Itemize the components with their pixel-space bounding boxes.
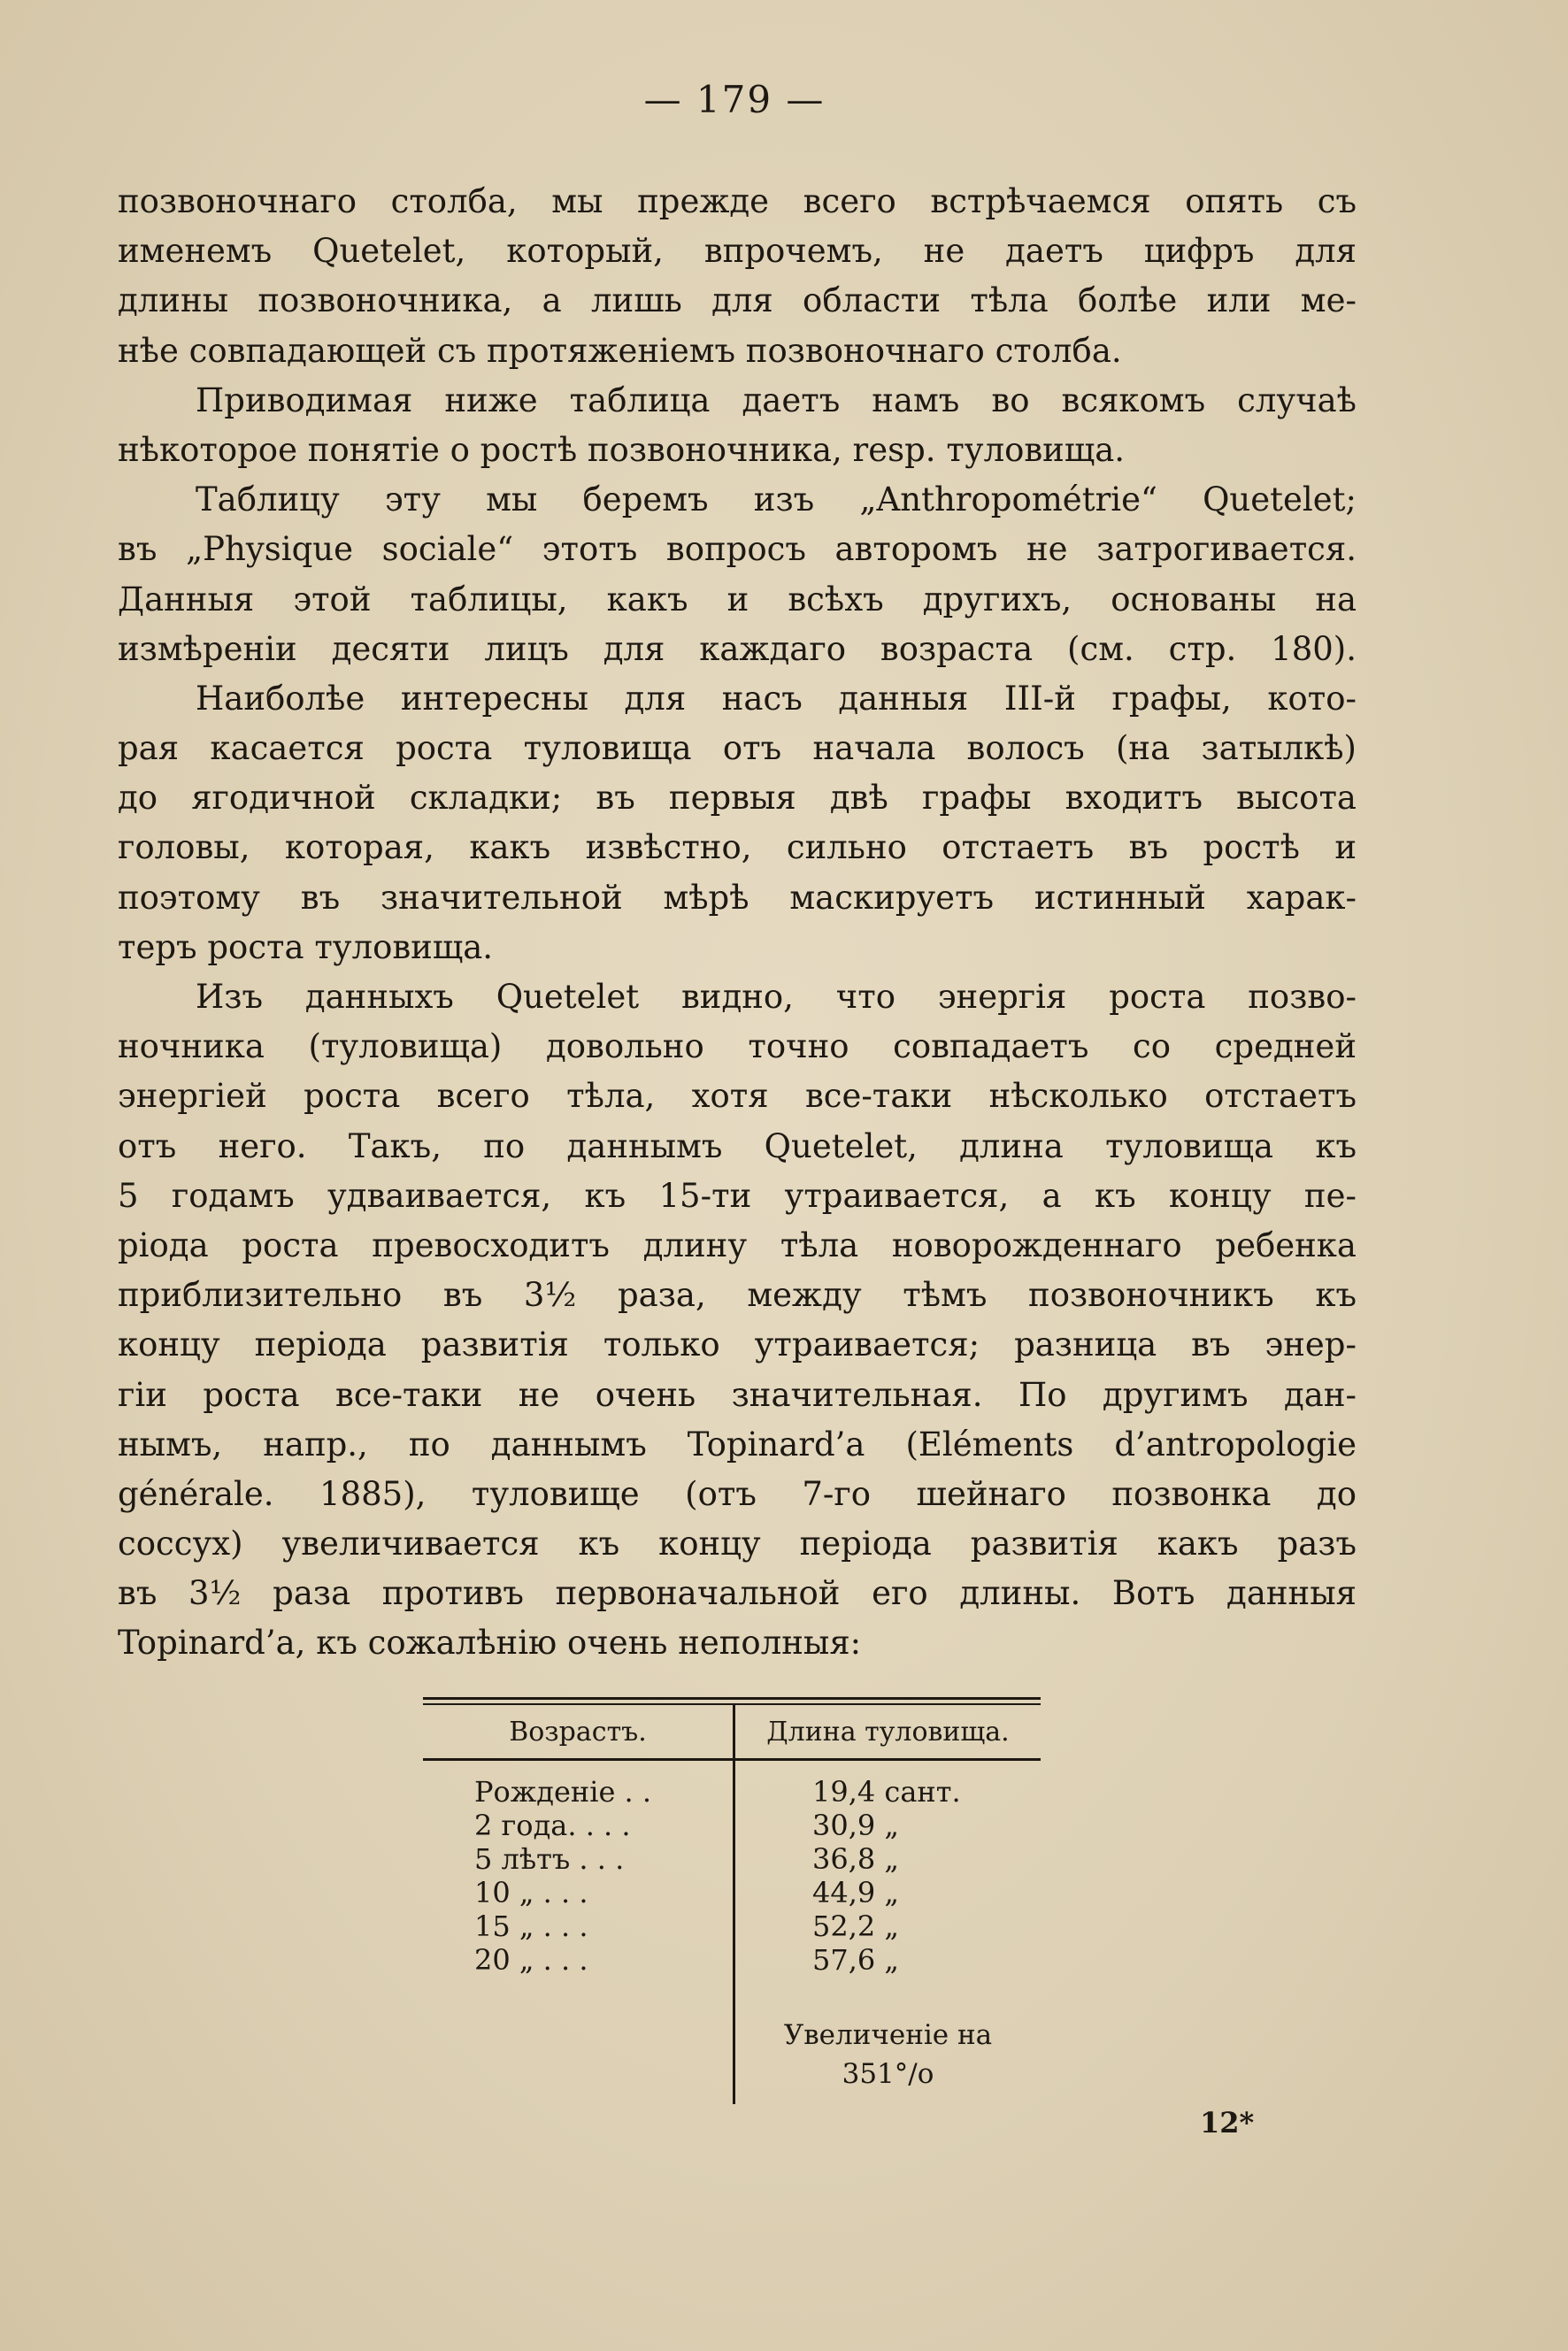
body-text	[118, 177, 1357, 1669]
table-cell-age: 10 „ . . .	[474, 1876, 588, 1909]
text-line: теръ роста туловища.	[118, 927, 494, 966]
table-cell-length: 19,4 сант.	[812, 1775, 961, 1809]
table-cell-age: 2 года. . . .	[474, 1809, 631, 1842]
signature-mark: 12*	[1200, 2106, 1255, 2140]
text-line: концу періода развитія только утраивается; разница въ энер-	[118, 1325, 1357, 1364]
text-line: въ 3½ раза противъ первоначальной его длины. Вотъ данныя	[118, 1574, 1357, 1613]
text-line: гіи роста все-таки не очень значительная. По другимъ дан-	[118, 1375, 1357, 1414]
text-line: Приводимая ниже таблица даетъ намъ во всякомъ случаѣ	[196, 380, 1357, 419]
text-line: Наиболѣе интересны для насъ данныя III-й графы, кото-	[196, 679, 1357, 718]
increase-label: Увеличеніе на	[783, 2019, 993, 2051]
text-line: соссух) увеличивается къ концу періода развитія какъ разъ	[118, 1525, 1357, 1563]
topinard-table	[423, 1697, 1041, 2104]
text-line: въ „Physique sociale“ этотъ вопросъ авторомъ не затрогивается.	[118, 530, 1357, 569]
table-increase-note	[735, 2016, 1041, 2094]
paragraph-1	[118, 177, 1357, 376]
text-line: длины позвоночника, а лишь для области тѣла болѣе или ме-	[118, 281, 1357, 320]
text-line: головы, которая, какъ извѣстно, сильно отстаетъ въ ростѣ и	[118, 828, 1357, 867]
text-line: именемъ Quetelet, который, впрочемъ, не даетъ цифръ для	[118, 232, 1357, 271]
table-header-length: Длина туловища.	[766, 1717, 1010, 1748]
table-rule	[423, 1758, 1041, 1761]
text-line: поэтому въ значительной мѣрѣ маскируетъ истинный харак-	[118, 878, 1357, 917]
text-line: ночника (туловища) довольно точно совпадаетъ со средней	[118, 1027, 1357, 1066]
text-line: рая касается роста туловища отъ начала волосъ (на затылкѣ)	[118, 729, 1357, 768]
text-line: Изъ данныхъ Quetelet видно, что энергія роста позво-	[196, 978, 1357, 1016]
text-line: до ягодичной складки; въ первыя двѣ графы входитъ высота	[118, 779, 1357, 818]
table-rule	[423, 1703, 1041, 1705]
text-line: 5 годамъ удваивается, къ 15-ти утраивается, а къ концу пе-	[118, 1176, 1357, 1215]
paragraph-3	[118, 475, 1357, 674]
paragraph-4	[118, 674, 1357, 972]
increase-value: 351°/o	[842, 2058, 934, 2090]
text-line: ріода роста превосходитъ длину тѣла новорожденнаго ребенка	[118, 1225, 1357, 1264]
text-line: энергіей роста всего тѣла, хотя все-таки нѣсколько отстаетъ	[118, 1077, 1357, 1116]
text-line: позвоночнаго столба, мы прежде всего встрѣчаемся опять съ	[118, 182, 1357, 220]
table-cell-age: 20 „ . . .	[474, 1943, 588, 1977]
text-line: отъ него. Такъ, по даннымъ Quetelet, длина туловища къ	[118, 1126, 1357, 1165]
table-cell-length: 36,8 „	[812, 1842, 899, 1876]
text-line: Topinard’a, къ сожалѣнію очень неполныя:	[118, 1624, 862, 1663]
table-rule	[423, 1697, 1041, 1700]
paragraph-2	[118, 376, 1357, 475]
table-cell-age: 5 лѣтъ . . .	[474, 1842, 625, 1876]
paragraph-5	[118, 972, 1357, 1669]
table-cell-length: 44,9 „	[812, 1876, 899, 1909]
text-line: нѣкоторое понятіе о ростѣ позвоночника, resp. туловища.	[118, 430, 1126, 469]
text-line: нѣе совпадающей съ протяженіемъ позвоночнаго столба.	[118, 331, 1122, 370]
table-length-column	[812, 1775, 1034, 1977]
table-cell-length: 52,2 „	[812, 1909, 899, 1943]
table-cell-length: 30,9 „	[812, 1809, 899, 1842]
text-line: нымъ, напр., по даннымъ Topinard’a (Eléments d’antropologie	[118, 1425, 1357, 1464]
text-line: générale. 1885), туловище (отъ 7-го шейнаго позвонка до	[118, 1474, 1357, 1513]
text-line: измѣреніи десяти лицъ для каждаго возраста (см. стр. 180).	[118, 629, 1357, 668]
text-line: Данныя этой таблицы, какъ и всѣхъ другихъ, основаны на	[118, 580, 1357, 618]
text-line: Таблицу эту мы беремъ изъ „Anthropométrie“ Quetelet;	[196, 480, 1357, 519]
page-number: — 179 —	[643, 78, 826, 121]
text-line: приблизительно въ 3½ раза, между тѣмъ позвоночникъ къ	[118, 1276, 1357, 1315]
table-cell-age: 15 „ . . .	[474, 1909, 588, 1943]
table-cell-age: Рожденіе . .	[474, 1775, 652, 1809]
table-header-age: Возрастъ.	[509, 1717, 647, 1748]
table-age-column	[474, 1775, 731, 1977]
table-cell-length: 57,6 „	[812, 1943, 899, 1977]
